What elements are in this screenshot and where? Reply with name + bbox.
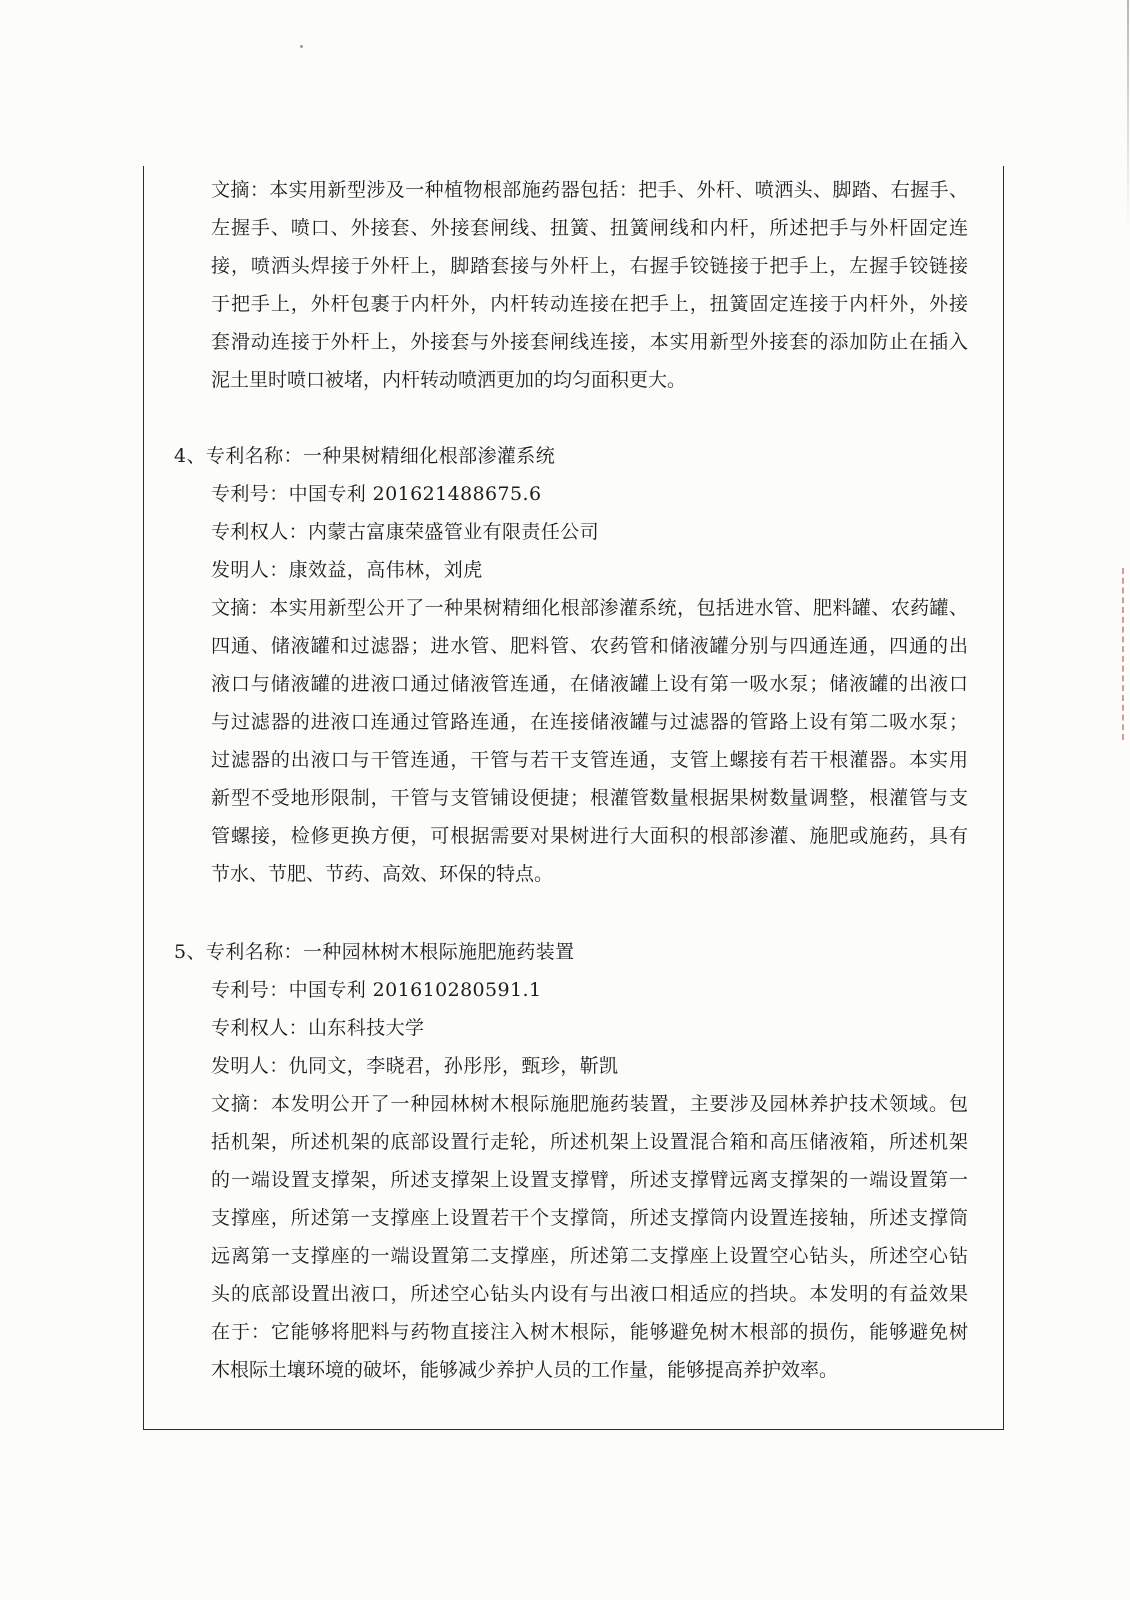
abstract-line: 过滤器的出液口与干管连通，干管与若干支管连通，支管上螺接有若干根灌器。本实用 bbox=[211, 749, 968, 771]
patentee: 山东科技大学 bbox=[308, 1017, 425, 1039]
abstract-line: 四通、储液罐和过滤器；进水管、肥料管、农药管和储液罐分别与四通连通，四通的出 bbox=[211, 635, 968, 657]
abstract-label: 文摘： bbox=[211, 1093, 271, 1115]
scan-speck bbox=[300, 45, 303, 48]
abstract-label: 文摘： bbox=[211, 597, 270, 619]
patent-number: 中国专利 201621488675.6 bbox=[288, 483, 542, 505]
patentee-line bbox=[211, 513, 968, 551]
patent-entry bbox=[174, 933, 968, 1389]
scan-edge-marks bbox=[1122, 568, 1124, 740]
patent-heading bbox=[174, 437, 968, 475]
abstract-line: 套滑动连接于外杆上，外接套与外接套闸线连接，本实用新型外接套的添加防止在插入 bbox=[211, 331, 968, 353]
abstract-line: 在于：它能够将肥料与药物直接注入树木根际，能够避免树木根部的损伤，能够避免树 bbox=[211, 1321, 968, 1343]
patent-name-label: 专利名称： bbox=[205, 445, 303, 467]
abstract-text: 本发明公开了一种园林树木根际施肥施药装置，主要涉及园林养护技术领域。包 bbox=[270, 1093, 968, 1115]
abstract-label: 文摘： bbox=[211, 179, 270, 201]
abstract-line: 头的底部设置出液口，所述空心钻头内设有与出液口相适应的挡块。本发明的有益效果 bbox=[211, 1283, 968, 1305]
abstract-line: 新型不受地形限制，干管与支管铺设便捷；根灌管数量根据果树数量调整，根灌管与支 bbox=[211, 787, 968, 809]
patent-number-label: 专利号： bbox=[211, 979, 289, 1001]
patent-name: 一种果树精细化根部渗灌系统 bbox=[302, 445, 556, 467]
abstract-line: 支撑座，所述第一支撑座上设置若干个支撑筒，所述支撑筒内设置连接轴，所述支撑筒 bbox=[211, 1207, 968, 1229]
inventors-label: 发明人： bbox=[211, 1055, 289, 1077]
patent-name-label: 专利名称： bbox=[205, 941, 303, 963]
patent-number-line bbox=[211, 475, 968, 513]
abstract-line: 的一端设置支撑架，所述支撑架上设置支撑臂，所述支撑臂远离支撑架的一端设置第一 bbox=[211, 1169, 968, 1191]
abstract-text: 本实用新型涉及一种植物根部施药器包括：把手、外杆、喷洒头、脚踏、右握手、 bbox=[269, 179, 968, 201]
patent-index: 4、 bbox=[174, 445, 206, 467]
abstract-line: 于把手上，外杆包裹于内杆外，内杆转动连接在把手上，扭簧固定连接于内杆外，外接 bbox=[211, 293, 968, 315]
abstract-line: 接，喷洒头焊接于外杆上，脚踏套接与外杆上，右握手铰链接于把手上，左握手铰链接 bbox=[211, 255, 968, 277]
patent-index: 5、 bbox=[174, 941, 206, 963]
inventors: 仇同文，李晓君，孙彤彤，甄珍，靳凯 bbox=[288, 1055, 619, 1077]
abstract-line: 泥土里时喷口被堵，内杆转动喷洒更加的均匀面积更大。 bbox=[211, 369, 687, 391]
patentee: 内蒙古富康荣盛管业有限责任公司 bbox=[308, 521, 600, 543]
abstract-line: 括机架，所述机架的底部设置行走轮，所述机架上设置混合箱和高压储液箱，所述机架 bbox=[211, 1131, 968, 1153]
patent-name: 一种园林树木根际施肥施药装置 bbox=[302, 941, 575, 963]
previous-patent-abstract bbox=[211, 171, 968, 399]
inventors-line bbox=[211, 551, 968, 589]
inventors: 康效益，高伟林，刘虎 bbox=[288, 559, 483, 581]
abstract-line: 木根际土壤环境的破坏，能够减少养护人员的工作量，能够提高养护效率。 bbox=[211, 1359, 839, 1381]
abstract-line bbox=[211, 589, 968, 627]
abstract-text: 本实用新型公开了一种果树精细化根部渗灌系统，包括进水管、肥料罐、农药罐、 bbox=[269, 597, 968, 619]
inventors-line bbox=[211, 1047, 968, 1085]
abstract-line: 远离第一支撑座的一端设置第二支撑座，所述第二支撑座上设置空心钻头，所述空心钻 bbox=[211, 1245, 968, 1267]
patent-heading bbox=[174, 933, 968, 971]
scan-edge-shadow bbox=[1127, 0, 1129, 230]
abstract-line: 节水、节肥、节药、高效、环保的特点。 bbox=[211, 863, 554, 885]
inventors-label: 发明人： bbox=[211, 559, 289, 581]
patent-number-line bbox=[211, 971, 968, 1009]
abstract-line: 与过滤器的进液口连通过管路连通，在连接储液罐与过滤器的管路上设有第二吸水泵； bbox=[211, 711, 968, 733]
abstract-line bbox=[211, 1085, 968, 1123]
patentee-label: 专利权人： bbox=[211, 1017, 309, 1039]
patent-number: 中国专利 201610280591.1 bbox=[288, 979, 542, 1001]
abstract-line: 液口与储液罐的进液口通过储液管连通，在储液罐上设有第一吸水泵；储液罐的出液口 bbox=[211, 673, 968, 695]
abstract-line bbox=[211, 171, 968, 209]
patent-number-label: 专利号： bbox=[211, 483, 289, 505]
abstract-line: 左握手、喷口、外接套、外接套闸线、扭簧、扭簧闸线和内杆，所述把手与外杆固定连 bbox=[211, 217, 968, 239]
abstract-line: 管螺接，检修更换方便，可根据需要对果树进行大面积的根部渗灌、施肥或施药，具有 bbox=[211, 825, 968, 847]
patent-entry bbox=[174, 437, 968, 893]
patentee-label: 专利权人： bbox=[211, 521, 309, 543]
patentee-line bbox=[211, 1009, 968, 1047]
